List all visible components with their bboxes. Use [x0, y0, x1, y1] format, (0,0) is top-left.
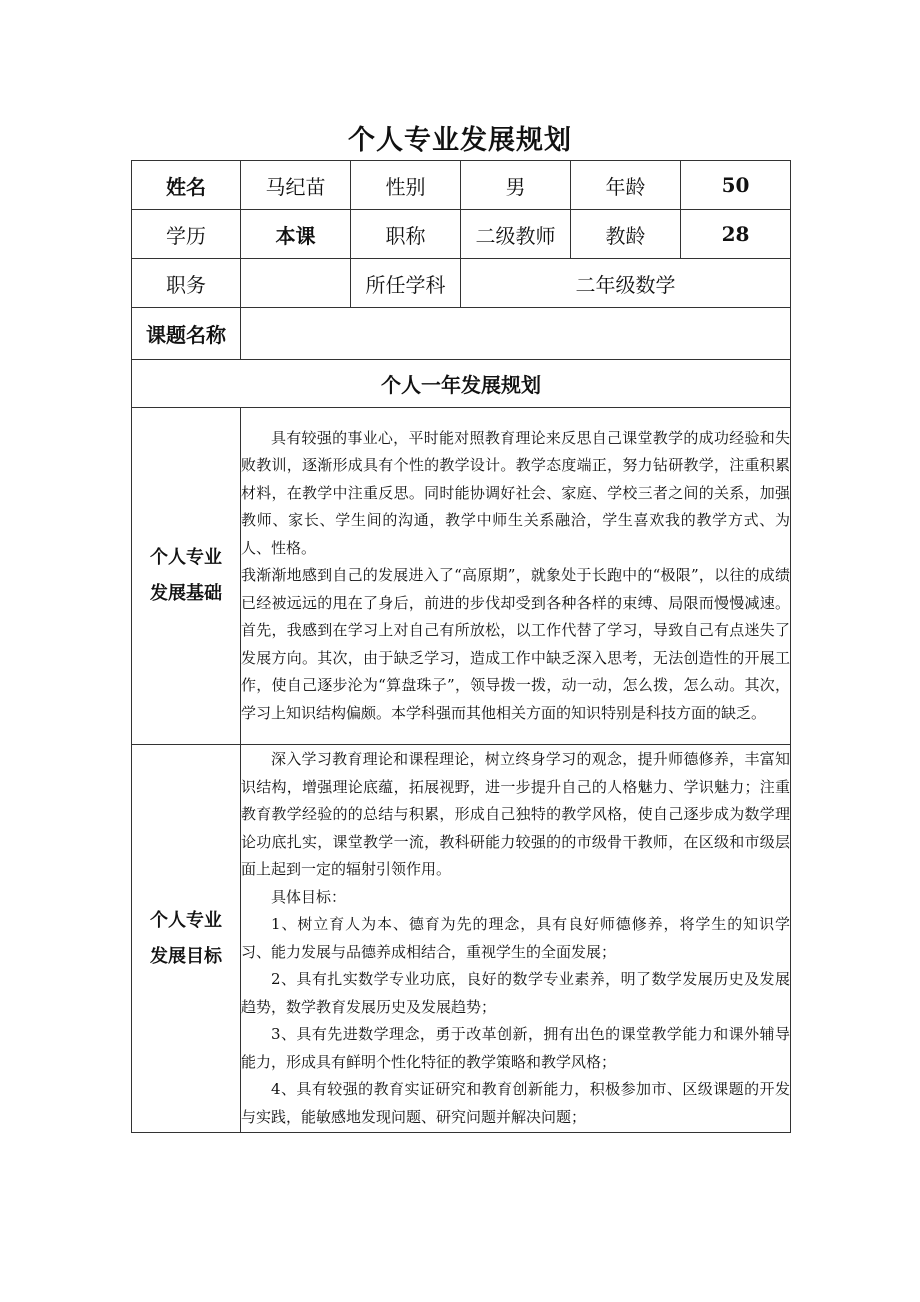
goal-item-4: 4、具有较强的教育实证研究和教育创新能力，积极参加市、区级课题的开发与实践，能敏感地发现问题、研究问题并解决问题；: [241, 1080, 790, 1126]
page-title: 个人专业发展规划: [348, 125, 572, 156]
topic-value: [241, 308, 791, 360]
goals-content: [241, 745, 791, 1133]
title-value: 二级教师: [461, 210, 571, 259]
goals-label-line-2: 发展目标: [150, 945, 222, 967]
education-label: 学历: [132, 210, 241, 259]
goal-item-3: 3、具有先进数学理念，勇于改革创新，拥有出色的课堂教学能力和课外辅导能力，形成具有鲜明个性化特征的教学策略和教学风格；: [241, 1025, 790, 1071]
plan-table: [131, 160, 791, 1133]
goals-label-line-1: 个人专业: [150, 909, 222, 931]
basis-paragraph-1: 具有较强的事业心，平时能对照教育理论来反思自己课堂教学的成功经验和失败教训，逐渐形成具有个性的教学设计。教学态度端正，努力钻研教学，注重积累材料，在教学中注重反思。同时能协调好社会、家庭、学校三者之间的关系，加强教师、家长、学生间的沟通，教学中师生关系融洽，学生喜欢我的教学方式、为人、性格。: [241, 428, 790, 557]
education-value: 本课: [241, 210, 351, 259]
goals-label: [132, 745, 241, 1133]
info-row-3: [132, 259, 791, 308]
subject-label: 所任学科: [351, 259, 461, 308]
basis-label-line-2: 发展基础: [150, 583, 222, 604]
basis-label-line-1: 个人专业: [150, 547, 222, 568]
goal-item-1: 1、树立育人为本、德育为先的理念，具有良好师德修养，将学生的知识学习、能力发展与品德养成相结合，重视学生的全面发展；: [241, 915, 790, 961]
topic-label: 课题名称: [132, 308, 241, 360]
info-row-2: [132, 210, 791, 259]
section-heading: 个人一年发展规划: [132, 360, 791, 408]
title-label: 职称: [351, 210, 461, 259]
age-label: 年龄: [571, 161, 681, 210]
info-row-4: [132, 308, 791, 360]
goals-specific-heading: 具体目标：: [271, 887, 347, 906]
gender-label: 性别: [351, 161, 461, 210]
basis-paragraph-2: 我渐渐地感到自己的发展进入了“高原期”，就象处于长跑中的“极限”，以往的成绩已经被远远的甩在了身后，前进的步伐却受到各种各样的束缚、局限而慢慢减速。首先，我感到在学习上对自己有所放松，以工作代替了学习，导致自己有点迷失了发展方向。其次，由于缺乏学习，造成工作中缺乏深入思考，无法创造性的开展工作，使自己逐步沦为“算盘珠子”，领导拨一拨，动一动，怎么拨，怎么动。其次，学习上知识结构偏颇。本学科强而其他相关方面的知识特别是科技方面的缺乏。: [241, 566, 790, 722]
goals-intro: 深入学习教育理论和课程理论，树立终身学习的观念，提升师德修养，丰富知识结构，增强理论底蕴，拓展视野，进一步提升自己的人格魅力、学识魅力；注重教育教学经验的的总结与积累，形成自己独特的教学风格，使自己逐步成为数学理论功底扎实，课堂教学一流，教科研能力较强的的市级骨干教师，在区级和市级层面上起到一定的辐射引领作用。: [241, 750, 790, 878]
goal-item-2: 2、具有扎实数学专业功底，良好的数学专业素养，明了数学发展历史及发展趋势，数学教育发展历史及发展趋势；: [241, 970, 790, 1016]
teaching-years-value: 28: [681, 210, 791, 259]
basis-label: [132, 408, 241, 745]
info-row-1: [132, 161, 791, 210]
teaching-years-label: 教龄: [571, 210, 681, 259]
post-label: 职务: [132, 259, 241, 308]
post-value: [241, 259, 351, 308]
subject-value: 二年级数学: [461, 259, 791, 308]
name-value: 马纪苗: [241, 161, 351, 210]
basis-content: [241, 408, 791, 745]
name-label: 姓名: [132, 161, 241, 210]
basis-row: [132, 408, 791, 745]
age-value: 50: [681, 161, 791, 210]
goals-row: [132, 745, 791, 1133]
gender-value: 男: [461, 161, 571, 210]
section-heading-row: [132, 360, 791, 408]
